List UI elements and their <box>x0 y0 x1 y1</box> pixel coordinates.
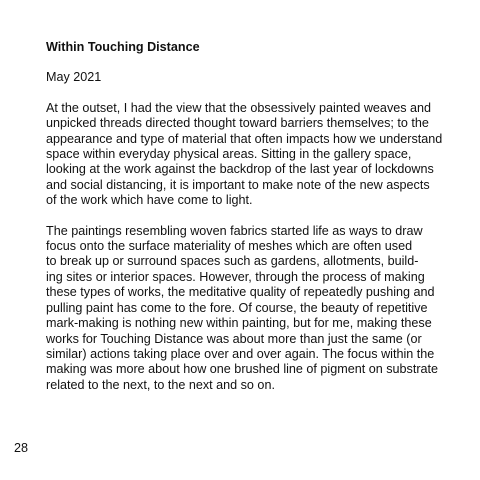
page-number: 28 <box>14 441 29 455</box>
paragraph-line: looking at the work against the backdrop of the last year of lockdowns <box>46 162 434 177</box>
article-title: Within Touching Distance <box>46 40 200 54</box>
paragraph-line: and social distancing, it is important to make note of the new aspects <box>46 177 430 192</box>
paragraph-line: At the outset, I had the view that the obsessively painted weaves and <box>46 100 432 115</box>
paragraph-line: mark-making is nothing new within painting, but for me, making these <box>46 316 432 331</box>
article-date: May 2021 <box>46 70 102 85</box>
paragraph-line: unpicked threads directed thought toward barriers themselves; to the <box>46 116 429 131</box>
paragraph-line: ing sites or interior spaces. However, through the process of making <box>46 269 425 284</box>
paragraph-2 <box>46 224 446 393</box>
paragraph-line: to break up or surround spaces such as gardens, allotments, build- <box>46 254 419 269</box>
paragraph-line: similar) actions taking place over and over again. The focus within the <box>46 346 435 361</box>
paragraph-line: of the work which have come to light. <box>46 193 253 208</box>
paragraph-line: pulling paint has come to the fore. Of course, the beauty of repetitive <box>46 300 428 315</box>
paragraph-line: works for Touching Distance was about more than just the same (or <box>46 331 422 346</box>
paragraph-line: The paintings resembling woven fabrics started life as ways to draw <box>46 223 423 238</box>
paragraph-line: these types of works, the meditative quality of repeatedly pushing and <box>46 285 435 300</box>
paragraph-1 <box>46 101 446 209</box>
paragraph-line: appearance and type of material that often impacts how we understand <box>46 131 443 146</box>
paragraph-line: focus onto the surface materiality of meshes which are often used <box>46 239 413 254</box>
paragraph-line: related to the next, to the next and so on. <box>46 377 275 392</box>
paragraph-line: making was more about how one brushed line of pigment on substrate <box>46 362 439 377</box>
paragraph-line: space within everyday physical areas. Sitting in the gallery space, <box>46 147 412 162</box>
article-body <box>46 40 446 408</box>
